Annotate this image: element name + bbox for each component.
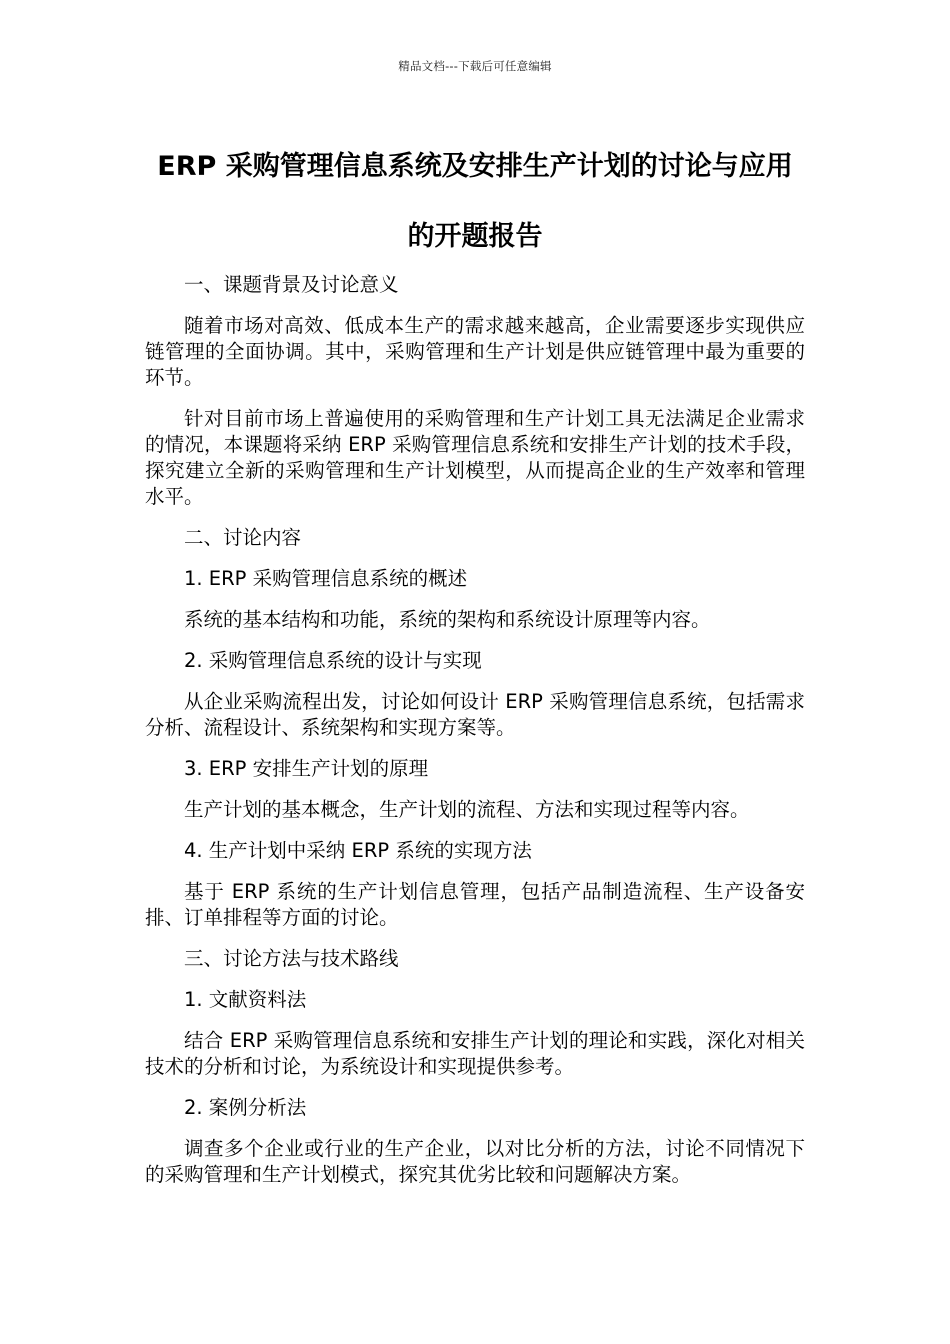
subheading: 2. 采购管理信息系统的设计与实现 [184,649,482,672]
document-title: ERP 采购管理信息系统及安排生产计划的讨论与应用的开题报告 [157,151,793,252]
page-header-note: 精品文档---下载后可任意编辑 [398,59,552,73]
subheading: 3. ERP 安排生产计划的原理 [184,757,429,780]
body-paragraph: 调查多个企业或行业的生产企业，以对比分析的方法，讨论不同情况下的采购管理和生产计划模式，探究其优劣比较和问题解决方案。 [145,1137,805,1186]
body-paragraph: 系统的基本结构和功能，系统的架构和系统设计原理等内容。 [184,608,711,631]
body-paragraph: 针对目前市场上普遍使用的采购管理和生产计划工具无法满足企业需求的情况，本课题将采纳 ERP 采购管理信息系统和安排生产计划的技术手段，探究建立全新的采购管理和生产计划模型，从而提高企业的生产效率和管理水平。 [145,407,805,508]
section-heading-methods: 三、讨论方法与技术路线 [184,947,399,970]
body-paragraph: 生产计划的基本概念，生产计划的流程、方法和实现过程等内容。 [184,798,750,821]
section-heading-background: 一、课题背景及讨论意义 [184,273,399,296]
subheading: 4. 生产计划中采纳 ERP 系统的实现方法 [184,839,532,862]
document-body [145,272,805,1203]
body-paragraph: 随着市场对高效、低成本生产的需求越来越高，企业需要逐步实现供应链管理的全面协调。其中，采购管理和生产计划是供应链管理中最为重要的环节。 [145,314,805,389]
subheading: 1. 文献资料法 [184,988,307,1011]
subheading: 2. 案例分析法 [184,1096,307,1119]
body-paragraph: 结合 ERP 采购管理信息系统和安排生产计划的理论和实践，深化对相关技术的分析和讨论，为系统设计和实现提供参考。 [145,1029,805,1078]
body-paragraph: 从企业采购流程出发，讨论如何设计 ERP 采购管理信息系统，包括需求分析、流程设计、系统架构和实现方案等。 [145,690,805,739]
subheading: 1. ERP 采购管理信息系统的概述 [184,567,468,590]
body-paragraph: 基于 ERP 系统的生产计划信息管理，包括产品制造流程、生产设备安排、订单排程等方面的讨论。 [145,880,805,929]
section-heading-content: 二、讨论内容 [184,526,302,549]
